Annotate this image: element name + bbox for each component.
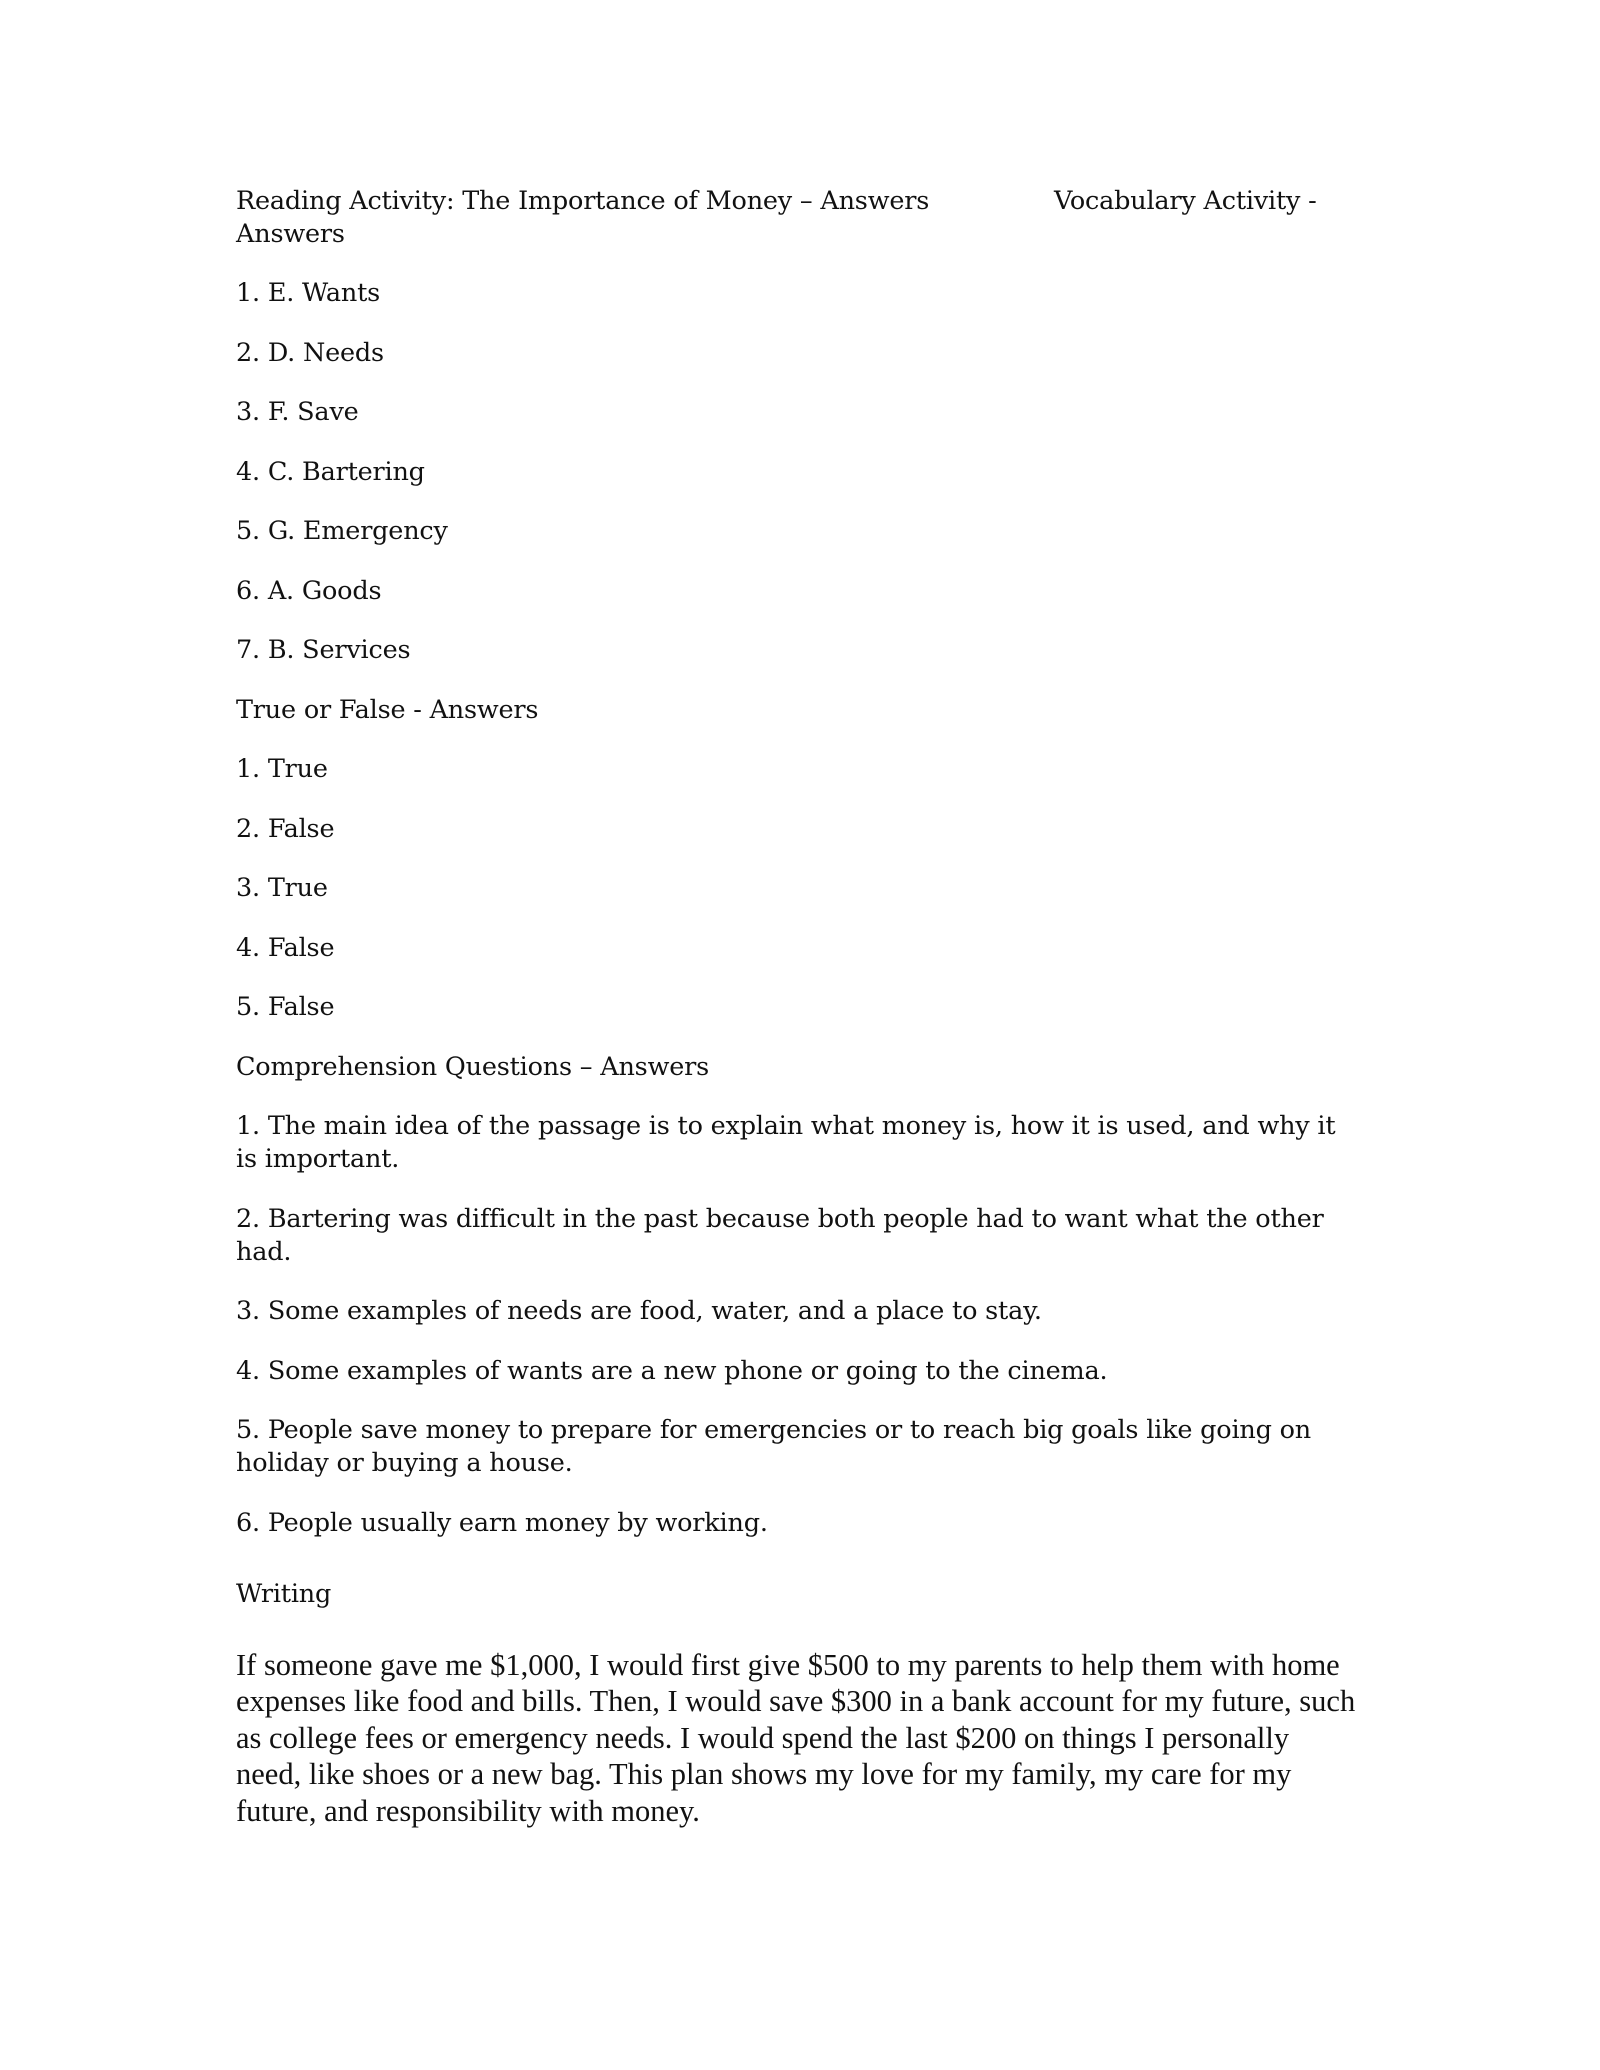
- vocabulary-activity-title-continued: Answers: [236, 219, 345, 249]
- writing-paragraph: If someone gave me $1,000, I would first give $500 to my parents to help them with home expenses like food and bills. Then, I would save $300 in a bank account for my future, such as college fees or emergency needs. I would spend the last $200 on things I personally need, like shoes or a new bag. This plan shows my love for my family, my care for my future, and responsibility with money.: [236, 1647, 1356, 1828]
- comprehension-answer-3: 3. Some examples of needs are food, water, and a place to stay.: [236, 1296, 1042, 1326]
- vocab-answer-4: 4. C. Bartering: [236, 456, 425, 487]
- reading-activity-title: Reading Activity: The Importance of Money – Answers: [236, 186, 930, 216]
- vocab-answer-2: 2. D. Needs: [236, 337, 384, 368]
- true-false-answer-3: 3. True: [236, 873, 328, 903]
- true-false-answer-5: 5. False: [236, 992, 335, 1022]
- true-false-answer-2: 2. False: [236, 813, 335, 844]
- vocab-answer-3: 3. F. Save: [236, 397, 359, 427]
- writing-heading: Writing: [236, 1578, 332, 1609]
- true-false-answer-4: 4. False: [236, 932, 335, 963]
- vocab-answer-7: 7. B. Services: [236, 635, 411, 665]
- true-false-heading: True or False - Answers: [236, 694, 539, 725]
- comprehension-answer-4: 4. Some examples of wants are a new phone or going to the cinema.: [236, 1355, 1108, 1386]
- comprehension-answer-1: 1. The main idea of the passage is to explain what money is, how it is used, and why it is important.: [236, 1111, 1336, 1174]
- comprehension-answer-2: 2. Bartering was difficult in the past because both people had to want what the other had.: [236, 1203, 1324, 1267]
- vocab-answer-1: 1. E. Wants: [236, 278, 381, 308]
- vocab-answer-5: 5. G. Emergency: [236, 516, 448, 546]
- true-false-answer-1: 1. True: [236, 754, 328, 784]
- document-content: [236, 185, 1356, 1829]
- vocabulary-activity-title: Vocabulary Activity -: [1054, 186, 1317, 216]
- header-line: [236, 185, 1321, 251]
- comprehension-heading: Comprehension Questions – Answers: [236, 1051, 709, 1082]
- vocab-answer-6: 6. A. Goods: [236, 575, 382, 606]
- comprehension-answer-6: 6. People usually earn money by working.: [236, 1507, 768, 1538]
- comprehension-answer-5: 5. People save money to prepare for emergencies or to reach big goals like going on holiday or buying a house.: [236, 1415, 1312, 1478]
